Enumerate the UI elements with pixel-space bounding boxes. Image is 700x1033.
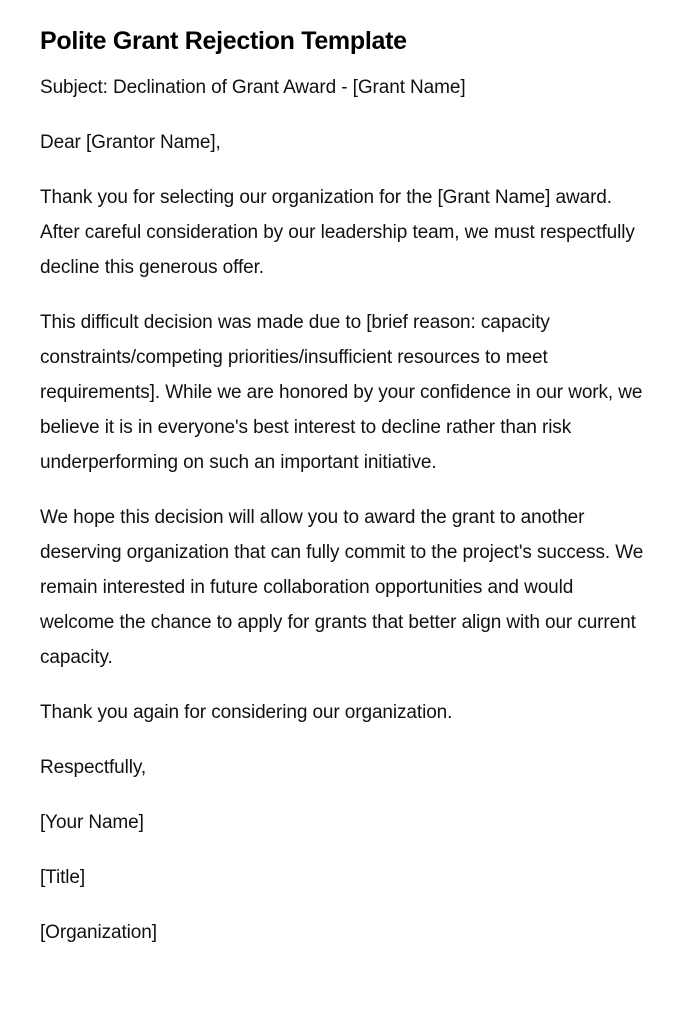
signature-name: [Your Name] (40, 812, 144, 833)
signature-title: [Title] (40, 867, 86, 888)
body-paragraph: This difficult decision was made due to [brief reason: capacity constraints/competing priorities/insufficient resources to meet requirements]. While we are honored by your confidence in our work, we believe it is in everyone's best interest to decline rather than risk underperforming on such an important initiative. (40, 312, 643, 473)
signature-organization: [Organization] (40, 922, 157, 943)
page-title: Polite Grant Rejection Template (40, 27, 407, 55)
body-paragraph: Thank you for selecting our organization for the [Grant Name] award. After careful consideration by our leadership team, we must respectfully decline this generous offer. (40, 187, 635, 278)
body-paragraph: We hope this decision will allow you to award the grant to another deserving organization that can fully commit to the project's success. We remain interested in future collaboration opportunities and would welcome the chance to apply for grants that better align with our current capacity. (40, 507, 644, 668)
subject-line: Subject: Declination of Grant Award - [Grant Name] (40, 77, 466, 98)
closing: Respectfully, (40, 757, 147, 778)
body-paragraph: Thank you again for considering our organization. (40, 702, 453, 723)
salutation: Dear [Grantor Name], (40, 132, 221, 153)
document (40, 24, 650, 970)
